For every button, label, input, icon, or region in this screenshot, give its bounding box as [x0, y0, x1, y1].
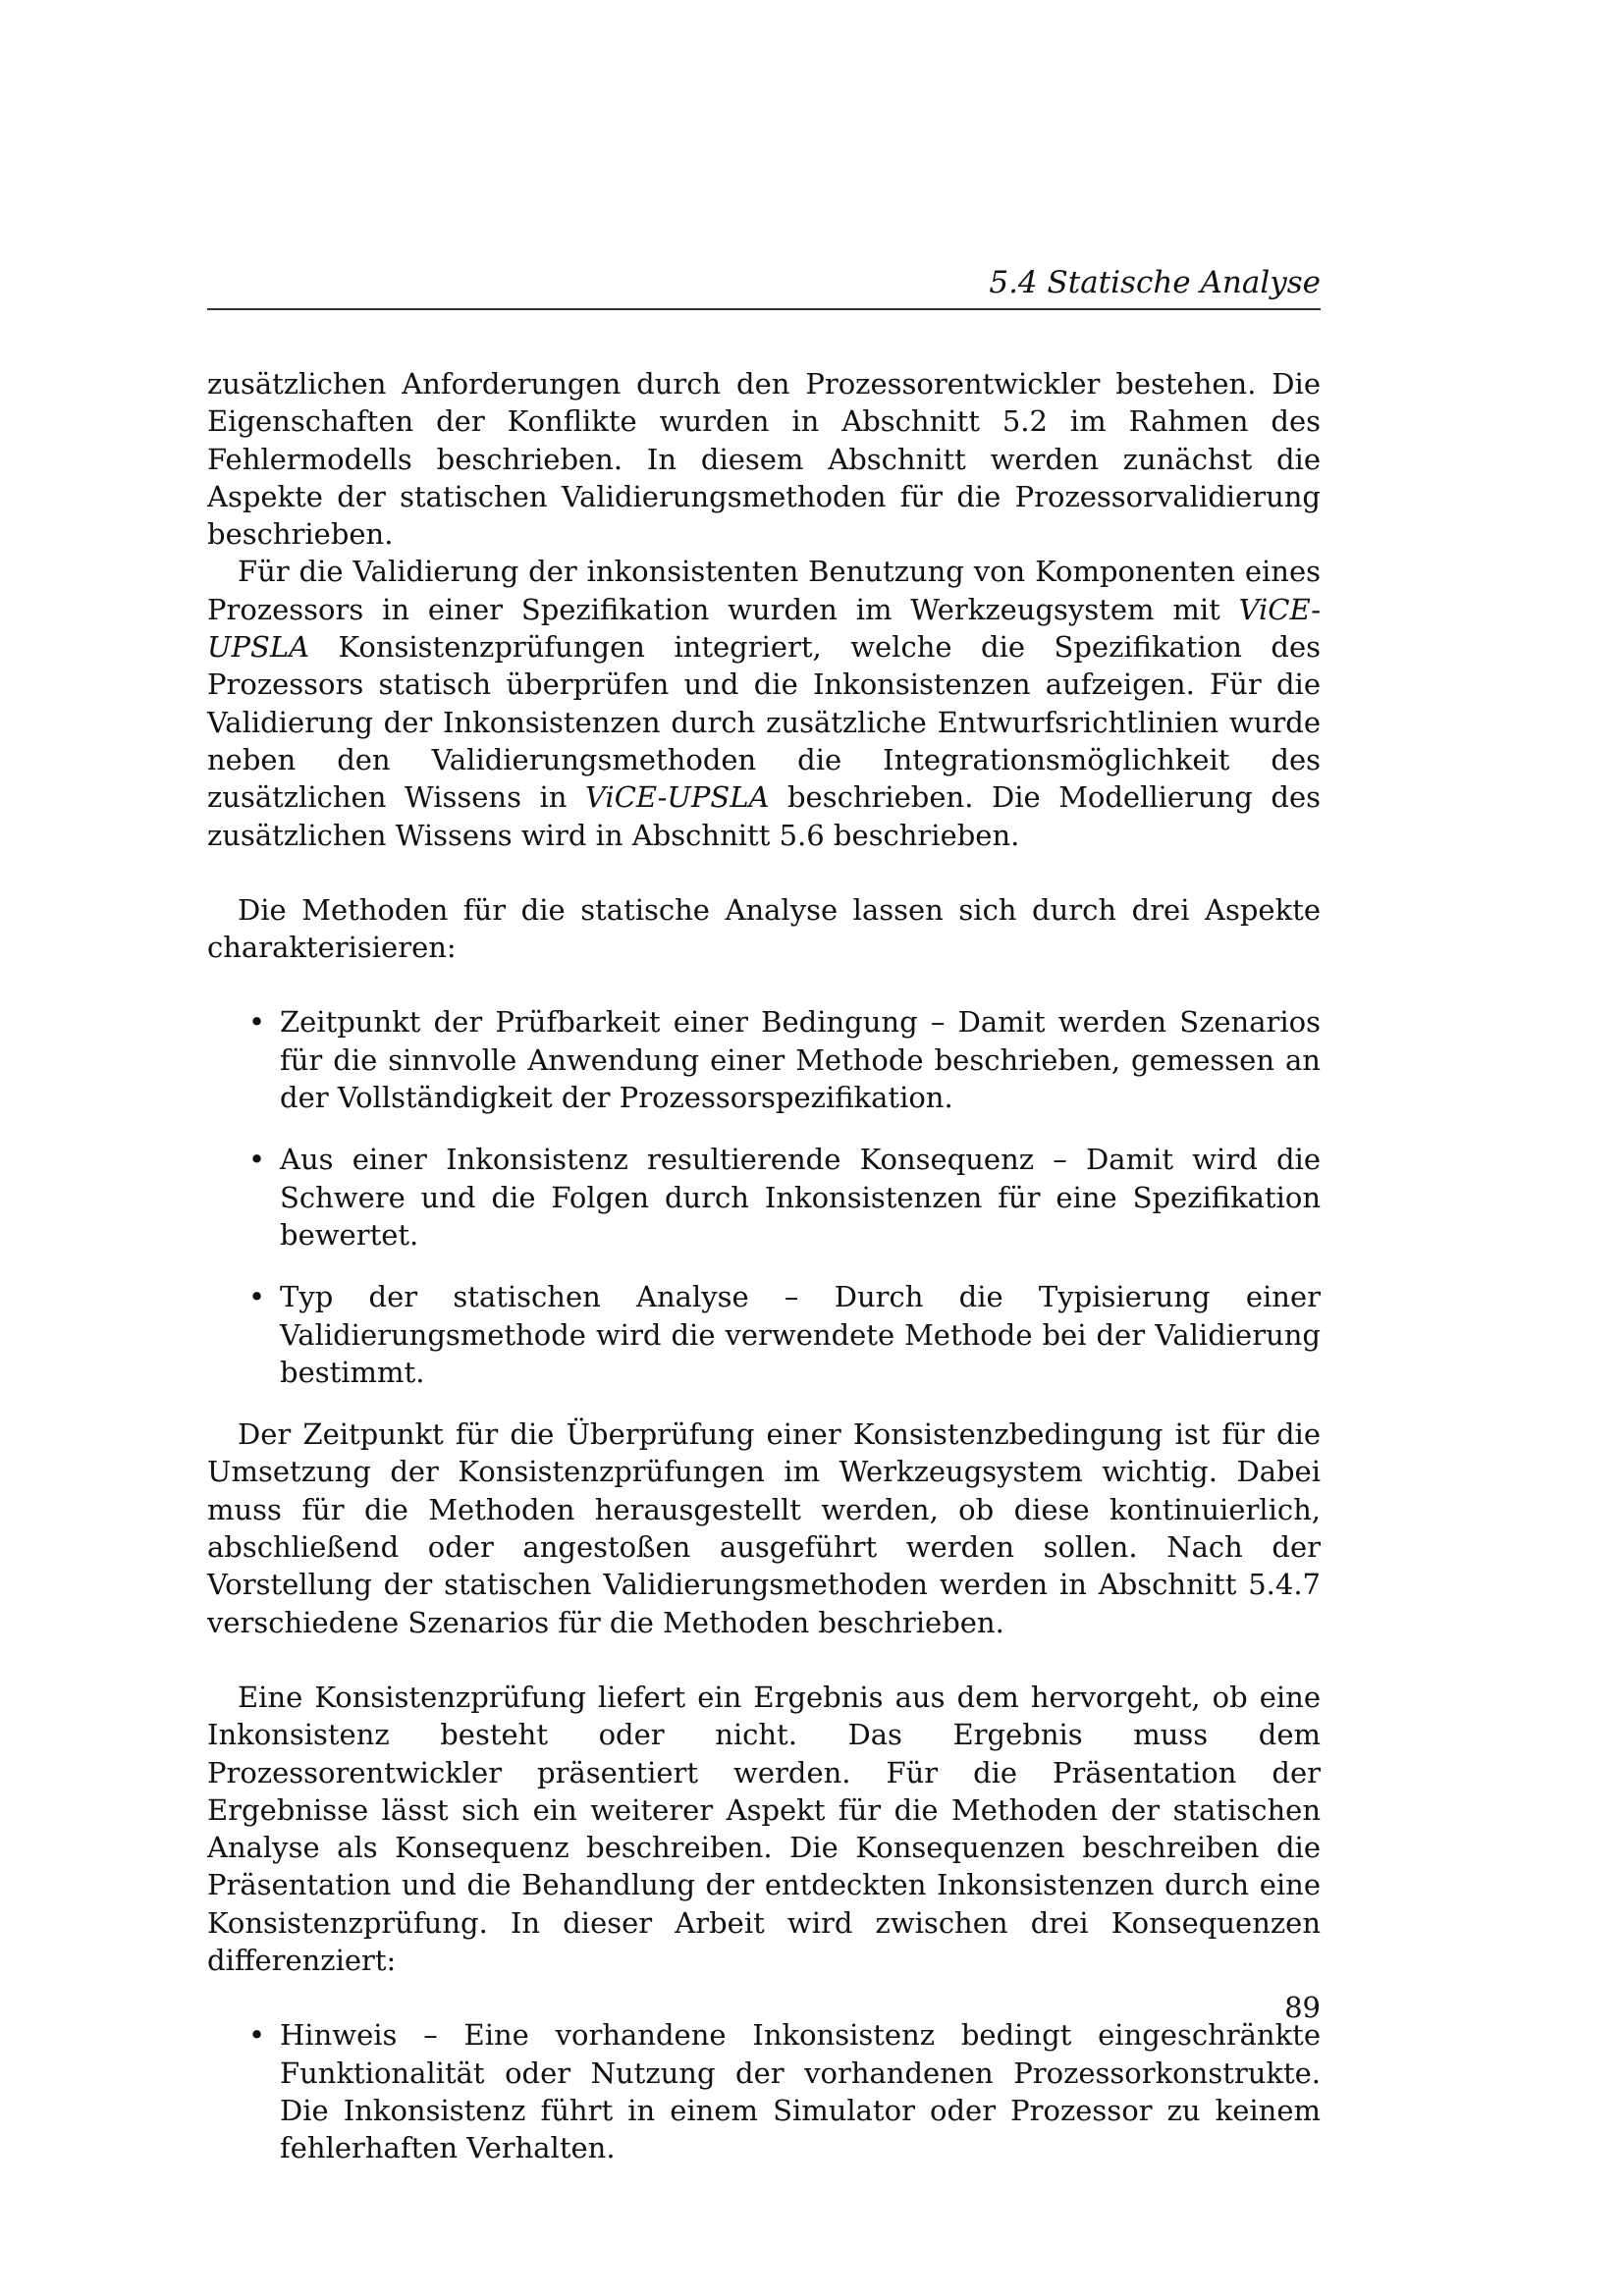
bullet-icon: •	[248, 1280, 266, 1314]
tool-name: ViCE-UPSLA	[207, 592, 1321, 665]
tool-name: ViCE-UPSLA	[585, 780, 770, 815]
list-item	[207, 2016, 1321, 2166]
paragraph-timing: Der Zeitpunkt für die Überprüfung einer Konsistenzbedingung ist für die Umsetzung der Konsistenzprüfungen im Werkzeugsystem wichtig. Dabei muss für die Methoden herausgestellt werden, ob diese kontinuierlich, abschließend oder angestoßen ausgeführt werden sollen. Nach der Vorstellung der statischen Validierungsmethoden werden in Abschnitt 5.4.7 verschiedene Szenarios für die Methoden beschrieben.	[207, 1417, 1321, 1639]
bullet-icon: •	[248, 2018, 266, 2053]
header-rule	[207, 308, 1321, 310]
paragraph-validation	[207, 553, 1321, 853]
consequences-list	[207, 2016, 1321, 2166]
bullet-icon: •	[248, 1005, 266, 1040]
body-text	[207, 365, 1321, 2191]
running-head: 5.4 Statische Analyse	[989, 265, 1321, 300]
paragraph-text: Konsistenzprüfungen integriert, welche die Spezifikation des Prozessors statisch überprüfen und die Inkonsistenzen aufzeigen. Für die Validierung der Inkonsistenzen durch zusätzliche Entwurfsrichtlinien wurde neben den Validierungsmethoden die Integrationsmöglichkeit des zusätzlichen Wissens in	[207, 630, 1321, 815]
list-item-text: Aus einer Inkonsistenz resultierende Konsequenz – Damit wird die Schwere und die Folgen durch Inkonsistenzen für eine Spezifikation bewertet.	[280, 1143, 1321, 1252]
page-number: 89	[1284, 1991, 1321, 2024]
list-item-text: Typ der statischen Analyse – Durch die Typisierung einer Validierungsmethode wird die verwendete Methode bei der Validierung bestimmt.	[280, 1280, 1321, 1389]
list-item	[207, 1278, 1321, 1391]
list-item	[207, 1003, 1321, 1116]
paragraph-continuation: zusätzlichen Anforderungen durch den Prozessorentwickler bestehen. Die Eigenschaften der Konflikte wurden in Abschnitt 5.2 im Rahmen des Fehlermodells beschrieben. In diesem Abschnitt werden zunächst die Aspekte der statischen Validierungsmethoden für die Prozessorvalidierung beschrieben.	[207, 367, 1321, 552]
aspects-list	[207, 1003, 1321, 1391]
list-item-text: Zeitpunkt der Prüfbarkeit einer Bedingung – Damit werden Szenarios für die sinnvolle Anwendung einer Methode beschrieben, gemessen an der Vollständigkeit der Prozessorspezifikation.	[280, 1005, 1321, 1115]
paragraph-text: beschrieben. Die Modellierung des zusätzlichen Wissens wird in Abschnitt 5.6 beschrieben.	[207, 780, 1321, 852]
paragraph-consequences: Eine Konsistenzprüfung liefert ein Ergebnis aus dem hervorgeht, ob eine Inkonsistenz besteht oder nicht. Das Ergebnis muss dem Prozessorentwickler präsentiert werden. Für die Präsentation der Ergebnisse lässt sich ein weiterer Aspekt für die Methoden der statischen Analyse als Konsequenz beschreiben. Die Konsequenzen beschreiben die Präsentation und die Behandlung der entdeckten Inkonsistenzen durch eine Konsistenzprüfung. In dieser Arbeit wird zwischen drei Konsequenzen differenziert:	[207, 1680, 1321, 1977]
paragraph-text: Für die Validierung der inkonsistenten Benutzung von Komponenten eines Prozessors in einer Spezifikation wurden im Werkzeugsystem mit	[207, 555, 1321, 626]
bullet-icon: •	[248, 1143, 266, 1177]
paragraph-methods-intro: Die Methoden für die statische Analyse lassen sich durch drei Aspekte charakterisieren:	[207, 892, 1321, 965]
list-item	[207, 1141, 1321, 1254]
list-item-text: Hinweis – Eine vorhandene Inkonsistenz bedingt eingeschränkte Funktionalität oder Nutzung der vorhandenen Prozessorkonstrukte. Die Inkonsistenz führt in einem Simulator oder Prozessor zu keinem fehlerhaften Verhalten.	[280, 2018, 1321, 2165]
